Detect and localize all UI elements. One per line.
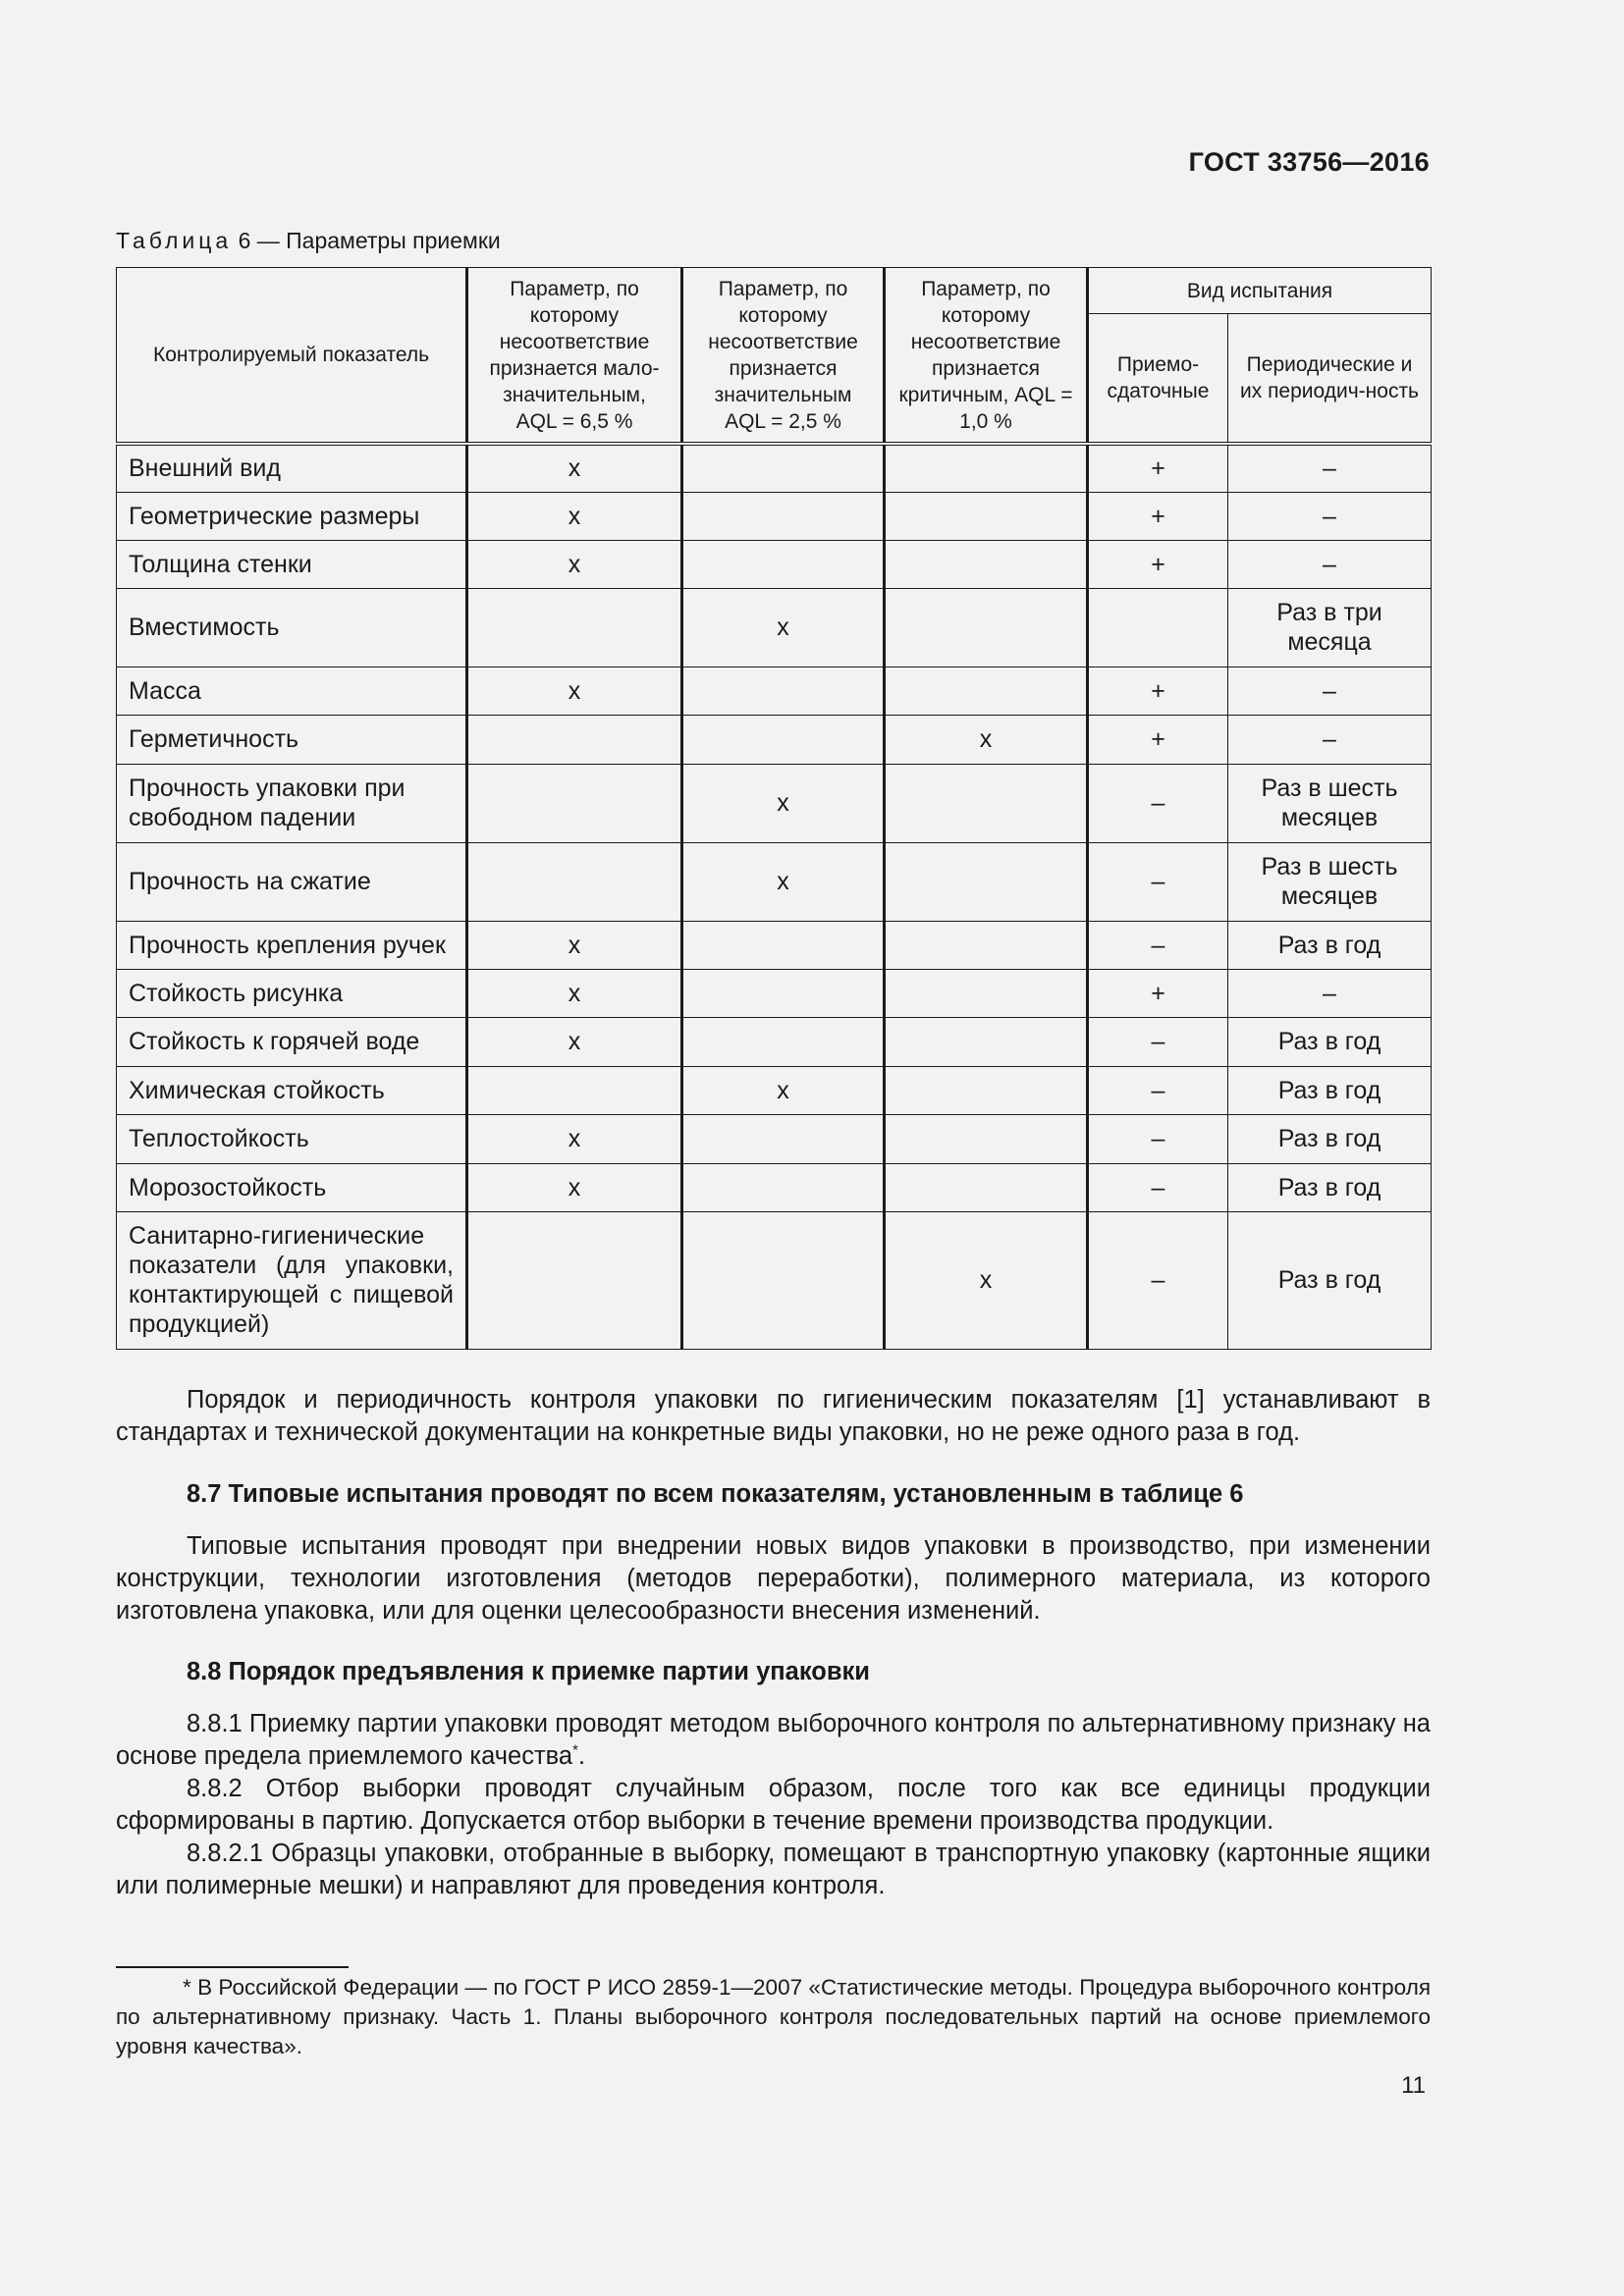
cell-acceptance: – bbox=[1088, 1017, 1228, 1066]
cell-indicator: Герметичность bbox=[117, 715, 467, 764]
header-minor: Параметр, по которому несоответствие признается мало-значительным, AQL = 6,5 % bbox=[467, 268, 682, 445]
cell-major bbox=[682, 540, 885, 588]
table-row bbox=[117, 1066, 1432, 1114]
table-row bbox=[117, 1211, 1432, 1349]
cell-acceptance: + bbox=[1088, 492, 1228, 540]
cell-major bbox=[682, 492, 885, 540]
table-row bbox=[117, 969, 1432, 1017]
table-row bbox=[117, 588, 1432, 667]
cell-acceptance: – bbox=[1088, 842, 1228, 921]
page-number: 11 bbox=[1401, 2072, 1426, 2099]
cell-periodic: – bbox=[1228, 667, 1432, 715]
cell-critical bbox=[885, 1017, 1088, 1066]
cell-major: х bbox=[682, 764, 885, 842]
cell-indicator: Стойкость к горячей воде bbox=[117, 1017, 467, 1066]
cell-critical bbox=[885, 667, 1088, 715]
table-row bbox=[117, 921, 1432, 969]
cell-minor: х bbox=[467, 921, 682, 969]
cell-periodic: Раз в год bbox=[1228, 1163, 1432, 1211]
header-test-type: Вид испытания bbox=[1088, 268, 1432, 314]
cell-periodic: – bbox=[1228, 715, 1432, 764]
cell-acceptance: + bbox=[1088, 667, 1228, 715]
cell-critical bbox=[885, 1066, 1088, 1114]
cell-critical bbox=[885, 921, 1088, 969]
cell-periodic: Раз в шесть месяцев bbox=[1228, 842, 1432, 921]
cell-minor: х bbox=[467, 492, 682, 540]
cell-critical bbox=[885, 764, 1088, 842]
cell-minor bbox=[467, 1066, 682, 1114]
cell-acceptance: – bbox=[1088, 1066, 1228, 1114]
cell-major bbox=[682, 1211, 885, 1349]
table-row bbox=[117, 667, 1432, 715]
header-critical: Параметр, по которому несоответствие признается критичным, AQL = 1,0 % bbox=[885, 268, 1088, 445]
cell-indicator: Санитарно-гигиенические показатели (для упаковки, контактирующей с пищевой продукцией) bbox=[117, 1211, 467, 1349]
body-text-upper bbox=[116, 1384, 1431, 1449]
table-row bbox=[117, 715, 1432, 764]
cell-indicator: Масса bbox=[117, 667, 467, 715]
cell-major bbox=[682, 667, 885, 715]
standard-code: ГОСТ 33756—2016 bbox=[1188, 147, 1430, 177]
cell-minor: х bbox=[467, 444, 682, 492]
table-row bbox=[117, 1163, 1432, 1211]
paragraph-8-8-1-end: . bbox=[577, 1742, 586, 1770]
acceptance-parameters-table bbox=[116, 267, 1432, 1350]
cell-periodic: Раз в год bbox=[1228, 1066, 1432, 1114]
cell-acceptance: – bbox=[1088, 764, 1228, 842]
cell-critical bbox=[885, 1163, 1088, 1211]
cell-periodic: – bbox=[1228, 540, 1432, 588]
section-8-8 bbox=[116, 1656, 1431, 1902]
cell-minor bbox=[467, 715, 682, 764]
cell-minor: х bbox=[467, 1114, 682, 1163]
cell-acceptance: + bbox=[1088, 715, 1228, 764]
cell-periodic: – bbox=[1228, 492, 1432, 540]
cell-major bbox=[682, 1163, 885, 1211]
cell-acceptance: – bbox=[1088, 1211, 1228, 1349]
cell-indicator: Прочность крепления ручек bbox=[117, 921, 467, 969]
header-indicator: Контролируемый показатель bbox=[117, 268, 467, 445]
table-caption-title: 6 — Параметры приемки bbox=[232, 228, 501, 253]
cell-periodic: Раз в год bbox=[1228, 1211, 1432, 1349]
header-acceptance: Приемо-сдаточные bbox=[1088, 314, 1228, 445]
cell-major bbox=[682, 921, 885, 969]
table-body bbox=[117, 444, 1432, 1349]
cell-major: х bbox=[682, 1066, 885, 1114]
cell-critical bbox=[885, 492, 1088, 540]
cell-periodic: Раз в шесть месяцев bbox=[1228, 764, 1432, 842]
cell-critical bbox=[885, 969, 1088, 1017]
cell-acceptance: + bbox=[1088, 540, 1228, 588]
footnote-text: * В Российской Федерации — по ГОСТ Р ИСО 2859-1—2007 «Статистические методы. Процедура выборочного контроля по альтернативному признаку. Часть 1. Планы выборочного контроля последовательных партий на основе приемлемого уровня качества». bbox=[116, 1975, 1431, 2058]
footnote-divider bbox=[116, 1966, 349, 1968]
cell-minor: х bbox=[467, 1163, 682, 1211]
cell-minor bbox=[467, 764, 682, 842]
cell-major bbox=[682, 1017, 885, 1066]
cell-acceptance bbox=[1088, 588, 1228, 667]
table-caption bbox=[116, 228, 501, 254]
cell-periodic: – bbox=[1228, 969, 1432, 1017]
table-row bbox=[117, 1017, 1432, 1066]
cell-major bbox=[682, 969, 885, 1017]
paragraph-8-8-2-1: 8.8.2.1 Образцы упаковки, отобранные в выборку, помещают в транспортную упаковку (картонные ящики или полимерные мешки) и направляют для проведения контроля. bbox=[116, 1840, 1431, 1899]
paragraph-8-8-2: 8.8.2 Отбор выборки проводят случайным образом, после того как все единицы продукции сформированы в партию. Допускается отбор выборки в течение времени производства продукции. bbox=[116, 1775, 1431, 1835]
paragraph-8-8-1-text: 8.8.1 Приемку партии упаковки проводят методом выборочного контроля по альтернативному признаку на основе предела приемлемого качества bbox=[116, 1710, 1431, 1770]
cell-critical: х bbox=[885, 715, 1088, 764]
cell-major bbox=[682, 444, 885, 492]
heading-8-8: 8.8 Порядок предъявления к приемке партии упаковки bbox=[187, 1658, 870, 1685]
cell-periodic: Раз в год bbox=[1228, 1017, 1432, 1066]
cell-major: х bbox=[682, 588, 885, 667]
cell-major bbox=[682, 1114, 885, 1163]
cell-indicator: Стойкость рисунка bbox=[117, 969, 467, 1017]
footnote bbox=[116, 1973, 1431, 2061]
cell-indicator: Химическая стойкость bbox=[117, 1066, 467, 1114]
cell-critical bbox=[885, 1114, 1088, 1163]
cell-indicator: Геометрические размеры bbox=[117, 492, 467, 540]
cell-indicator: Теплостойкость bbox=[117, 1114, 467, 1163]
cell-periodic: – bbox=[1228, 444, 1432, 492]
cell-acceptance: – bbox=[1088, 1114, 1228, 1163]
cell-acceptance: + bbox=[1088, 444, 1228, 492]
table-row bbox=[117, 842, 1432, 921]
paragraph-8-7: Типовые испытания проводят при внедрении новых видов упаковки в производство, при изменении конструкции, технологии изготовления (методов переработки), полимерного материала, из которого изготовлена упаковка, или для оценки целесообразности внесения изменений. bbox=[116, 1532, 1431, 1625]
cell-acceptance: – bbox=[1088, 1163, 1228, 1211]
cell-minor: х bbox=[467, 667, 682, 715]
cell-minor: х bbox=[467, 1017, 682, 1066]
paragraph-hygiene: Порядок и периодичность контроля упаковки по гигиеническим показателям [1] устанавливают в стандартах и технической документации на конкретные виды упаковки, но не реже одного раза в год. bbox=[116, 1386, 1431, 1446]
cell-critical bbox=[885, 842, 1088, 921]
section-8-7 bbox=[116, 1478, 1431, 1628]
table-row bbox=[117, 540, 1432, 588]
cell-indicator: Толщина стенки bbox=[117, 540, 467, 588]
cell-critical bbox=[885, 588, 1088, 667]
cell-critical bbox=[885, 540, 1088, 588]
cell-indicator: Внешний вид bbox=[117, 444, 467, 492]
footnote-reference-mark: * bbox=[572, 1741, 578, 1759]
header-major: Параметр, по которому несоответствие признается значительным AQL = 2,5 % bbox=[682, 268, 885, 445]
table-caption-prefix: Таблица bbox=[116, 228, 233, 253]
table-row bbox=[117, 1114, 1432, 1163]
table-row bbox=[117, 764, 1432, 842]
cell-minor bbox=[467, 588, 682, 667]
table-row bbox=[117, 444, 1432, 492]
cell-minor bbox=[467, 1211, 682, 1349]
cell-indicator: Прочность упаковки при свободном падении bbox=[117, 764, 467, 842]
header-periodic: Периодические и их периодич-ность bbox=[1228, 314, 1432, 445]
cell-indicator: Прочность на сжатие bbox=[117, 842, 467, 921]
paragraph-8-8-1 bbox=[116, 1708, 1431, 1773]
cell-major: х bbox=[682, 842, 885, 921]
cell-minor: х bbox=[467, 540, 682, 588]
cell-indicator: Морозостойкость bbox=[117, 1163, 467, 1211]
cell-critical bbox=[885, 444, 1088, 492]
cell-periodic: Раз в год bbox=[1228, 1114, 1432, 1163]
cell-acceptance: + bbox=[1088, 969, 1228, 1017]
cell-periodic: Раз в три месяца bbox=[1228, 588, 1432, 667]
cell-indicator: Вместимость bbox=[117, 588, 467, 667]
cell-minor: х bbox=[467, 969, 682, 1017]
heading-8-7: 8.7 Типовые испытания проводят по всем показателям, установленным в таблице 6 bbox=[187, 1480, 1244, 1508]
cell-acceptance: – bbox=[1088, 921, 1228, 969]
table-row bbox=[117, 492, 1432, 540]
cell-major bbox=[682, 715, 885, 764]
cell-critical: х bbox=[885, 1211, 1088, 1349]
cell-periodic: Раз в год bbox=[1228, 921, 1432, 969]
cell-minor bbox=[467, 842, 682, 921]
